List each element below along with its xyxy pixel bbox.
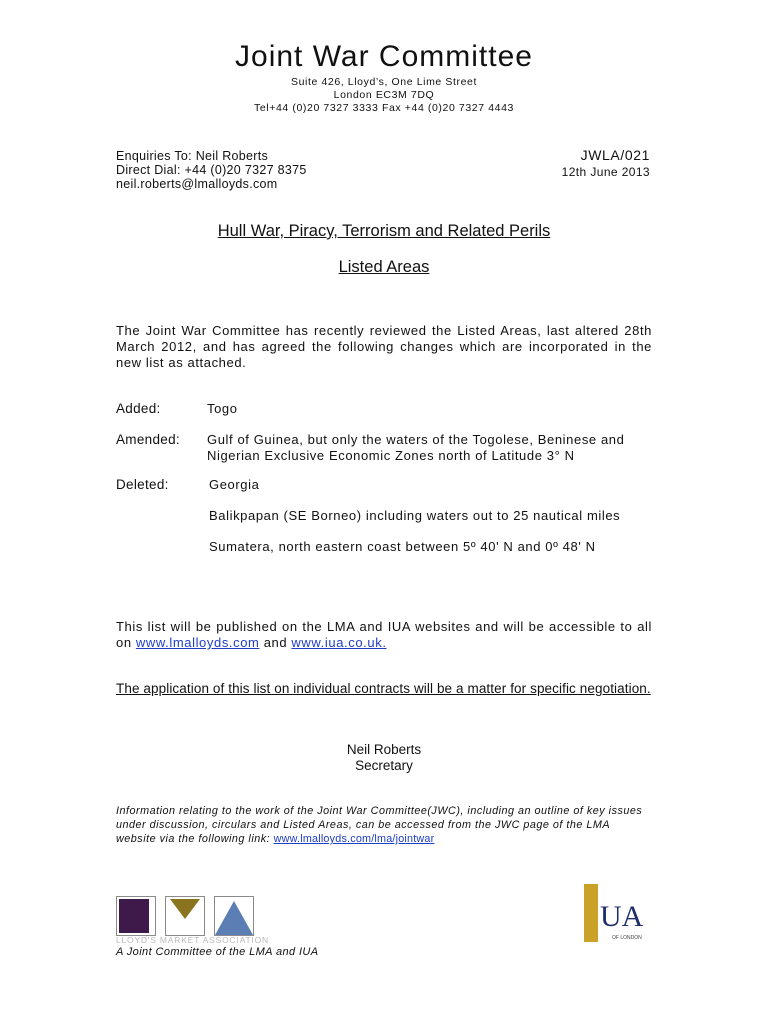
committee-title: Joint War Committee [235,40,533,73]
svg-text:UA: UA [600,900,644,933]
direct-dial: Direct Dial: +44 (0)20 7327 8375 [116,163,307,177]
amended-label: Amended: [116,432,180,447]
main-heading-text: Hull War, Piracy, Terrorism and Related Perils [217,222,551,240]
amended-value: Gulf of Guinea, but only the waters of the Togolese, Beninese and Nigerian Exclusive Economic Zones north of Latitude 3° N [207,432,625,463]
sub-heading-text: Listed Areas [338,258,430,276]
iua-caption: OF LONDON [612,935,642,941]
intro-paragraph: The Joint War Committee has recently reviewed the Listed Areas, last altered 28th March 2012, and has agreed the following changes which are incorporated in the new list as attached. [116,323,652,370]
lma-caption: LLOYD'S MARKET ASSOCIATION [116,935,269,945]
main-heading [0,222,768,241]
lma-purple-square-icon [116,896,156,936]
document-date: 12th June 2013 [561,165,650,179]
added-value: Togo [207,401,238,416]
signatory-title: Secretary [355,758,413,773]
contact-email: neil.roberts@lmalloyds.com [116,177,278,191]
publish-paragraph [116,619,652,651]
deleted-item: Sumatera, north eastern coast between 5º 40' N and 0º 48' N [209,539,596,554]
contact-line: Tel+44 (0)20 7327 3333 Fax +44 (0)20 7327 4443 [254,102,514,114]
publish-and: and [259,635,292,650]
lma-gold-chevron-icon [165,896,205,936]
deleted-item: Balikpapan (SE Borneo) including waters out to 25 nautical miles [209,508,621,523]
publish-text: This list will be published on the LMA and IUA websites and will be accessible to all on [116,619,652,650]
deleted-item: Georgia [209,477,260,492]
jointwar-link[interactable]: www.lmalloyds.com/lma/jointwar [273,833,435,845]
enquiries-to: Enquiries To: Neil Roberts [116,149,269,163]
added-label: Added: [116,401,161,416]
deleted-label: Deleted: [116,477,169,492]
signatory-name: Neil Roberts [346,742,422,757]
joint-committee-line: A Joint Committee of the LMA and IUA [116,946,319,958]
info-text: Information relating to the work of the Joint War Committee(JWC), including an outline of key issues under discussion, circulars and Listed Areas, can be accessed from the JWC page of the LMA website via the following link: [116,805,643,845]
reference-code: JWLA/021 [580,147,650,163]
address-line: London EC3M 7DQ [333,89,435,101]
lma-website-link[interactable]: www.lmalloyds.com [135,635,260,650]
lma-blue-triangle-icon [214,896,254,936]
application-note: The application of this list on individual contracts will be a matter for specific negotiation. [116,681,651,696]
sub-heading [0,258,768,277]
iua-website-link[interactable]: www.iua.co.uk. [291,635,387,650]
info-paragraph [116,804,646,846]
address-line: Suite 426, Lloyd’s, One Lime Street [291,76,477,88]
